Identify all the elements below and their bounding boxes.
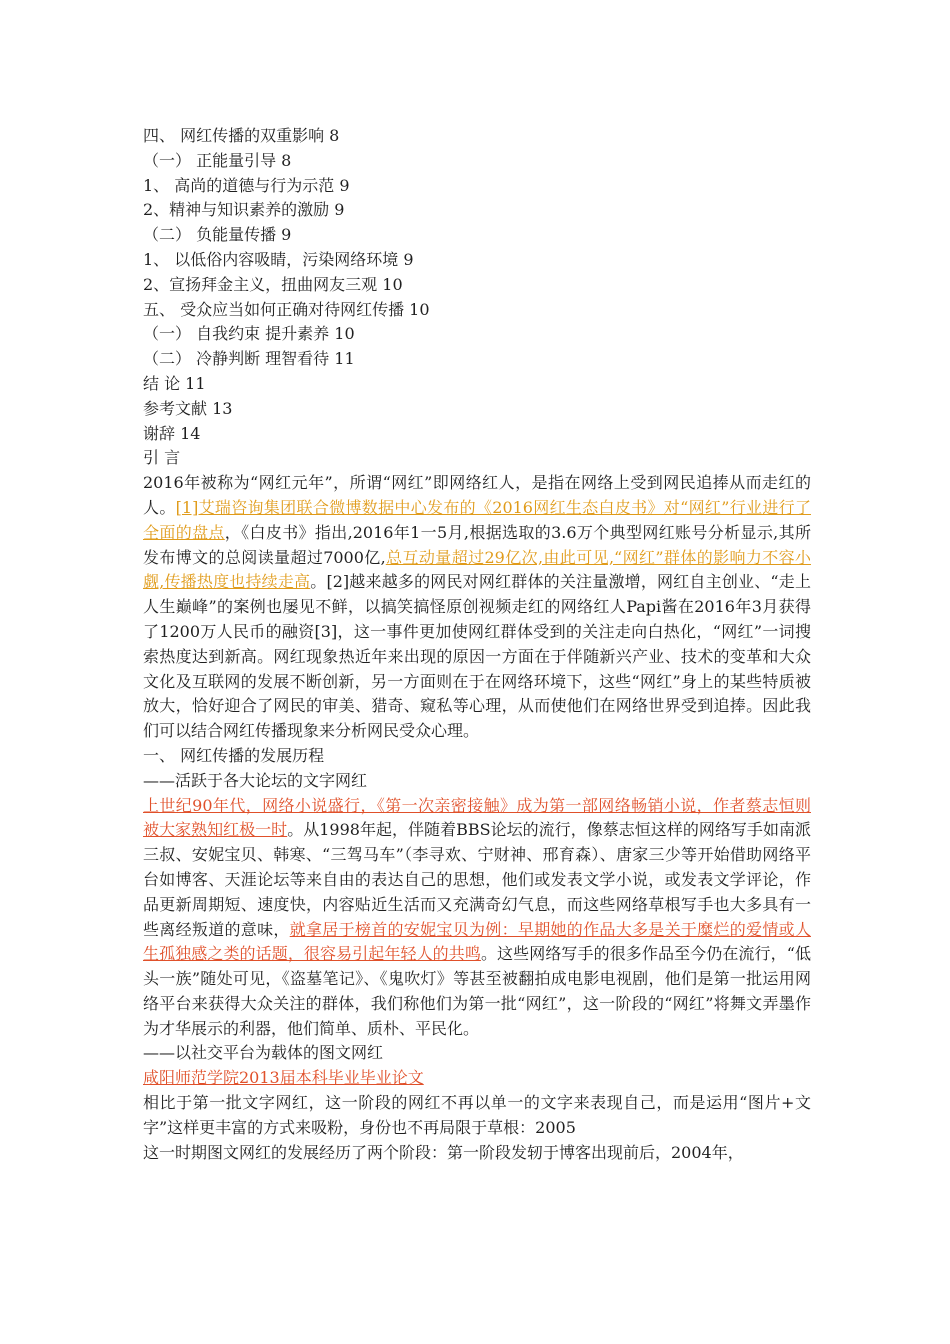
toc-item[interactable]: 2、精神与知识素养的激励 9 bbox=[143, 200, 345, 220]
intro-text: 。[2]越来越多的网民对网红群体的关注量激增，网红自主创业、“走上人生巅峰”的案例也屡见不鲜，以搞笑搞怪原创视频走红的网络红人Papi酱在2016年3月获得了1200万人民币的融资[3]，这一事件更加使网红群体受到的关注走向白热化，“网红”一词搜索热度达到新高。网红现象热近年来出现的原因一方面在于伴随新兴产业、技术的变革和大众文化及互联网的发展不断创新，另一方面则在于在网络环境下，这些“网红”身上的某些特质被放大，恰好迎合了网民的审美、猎奇、窥私等心理，从而使他们在网络世界受到追捧。因此我们可以结合网红传播现象来分析网民受众心理。 bbox=[143, 572, 811, 741]
table-of-contents bbox=[143, 124, 811, 446]
toc-item[interactable]: （二） 冷静判断 理智看待 11 bbox=[143, 349, 355, 369]
document-page bbox=[143, 124, 811, 1165]
toc-item[interactable]: 五、 受众应当如何正确对待网红传播 10 bbox=[143, 299, 430, 319]
toc-item[interactable]: 1、 高尚的道德与行为示范 9 bbox=[143, 175, 350, 195]
toc-item[interactable]: 谢辞 14 bbox=[143, 423, 201, 443]
toc-item[interactable]: （一） 正能量引导 8 bbox=[143, 150, 292, 170]
intro-paragraph bbox=[143, 471, 811, 744]
body-text: 。这些网络写手的很多作品至今仍在流行，“低头一族”随处可见，《盗墓笔记》、《鬼吹灯》等甚至被翻拍成电影电视剧，他们是第一批运用网络平台来获得大众关注的群体，我们称他们为第一批“网红”，这一阶段的“网红”将舞文弄墨作为才华展示的利器，他们简单、质朴、平民化。 bbox=[143, 944, 811, 1038]
reference-link-1[interactable]: [1]艾瑞咨询集团联合微博数据中心发布的《2016网红生态白皮书》对“网红”行业进行了全面的盘点 bbox=[143, 497, 811, 542]
body-paragraph bbox=[143, 794, 811, 1042]
school-header-link[interactable]: 咸阳师范学院2013届本科毕业毕业论文 bbox=[143, 1068, 424, 1088]
reference-link-2[interactable]: 总互动量超过29亿次,由此可见,“网红”群体的影响力不容小觑,传播热度也持续走高 bbox=[143, 547, 811, 592]
highlight-link-2[interactable]: 就拿居于榜首的安妮宝贝为例：早期她的作品大多是关于糜烂的爱情或人生孤独感之类的话题，很容易引起年轻人的共鸣 bbox=[143, 919, 811, 964]
body-paragraph: 这一时期图文网红的发展经历了两个阶段：第一阶段发轫于博客出现前后，2004年， bbox=[143, 1142, 744, 1162]
toc-item[interactable]: （二） 负能量传播 9 bbox=[143, 225, 292, 245]
subsection-heading: ——以社交平台为载体的图文网红 bbox=[143, 1043, 384, 1063]
toc-item[interactable]: 1、 以低俗内容吸睛，污染网络环境 9 bbox=[143, 249, 414, 269]
intro-text: 2016年被称为“网红元年”，所谓“网红”即网络红人，是指在网络上受到网民追捧从而走红的人。 bbox=[143, 473, 811, 517]
subsection-heading: ——活跃于各大论坛的文字网红 bbox=[143, 770, 368, 790]
toc-item[interactable]: 四、 网红传播的双重影响 8 bbox=[143, 126, 340, 145]
toc-item[interactable]: （一） 自我约束 提升素养 10 bbox=[143, 324, 355, 344]
toc-item[interactable]: 参考文献 13 bbox=[143, 398, 233, 418]
section-heading: 一、 网红传播的发展历程 bbox=[143, 745, 325, 765]
intro-text: ，《白皮书》指出,2016年1一5月,根据选取的3.6万个典型网红账号分析显示,其所发布博文的总阅读量超过7000亿, bbox=[143, 522, 811, 567]
body-text: 。从1998年起，伴随着BBS论坛的流行，像蔡志恒这样的网络写手如南派三叔、安妮宝贝、韩寒、“三驾马车”（李寻欢、宁财神、邢育森）、唐家三少等开始借助网络平台如博客、天涯论坛等来自由的表达自己的思想，他们或发表文学小说，或发表文学评论，作品更新周期短、速度快，内容贴近生活而又充满奇幻气息，而这些网络草根写手也大多具有一些离经叛道的意味， bbox=[143, 820, 811, 939]
toc-item[interactable]: 结 论 11 bbox=[143, 373, 206, 393]
highlight-link-1[interactable]: 上世纪90年代，网络小说盛行，《第一次亲密接触》成为第一部网络畅销小说，作者蔡志恒则被大家熟知红极一时 bbox=[143, 795, 811, 840]
toc-item[interactable]: 2、宣扬拜金主义，扭曲网友三观 10 bbox=[143, 274, 403, 294]
body-paragraph: 相比于第一批文字网红，这一阶段的网红不再以单一的文字来表现自己，而是运用“图片+文字”这样更丰富的方式来吸粉，身份也不再局限于草根：2005 bbox=[143, 1093, 811, 1137]
intro-heading: 引 言 bbox=[143, 448, 181, 468]
